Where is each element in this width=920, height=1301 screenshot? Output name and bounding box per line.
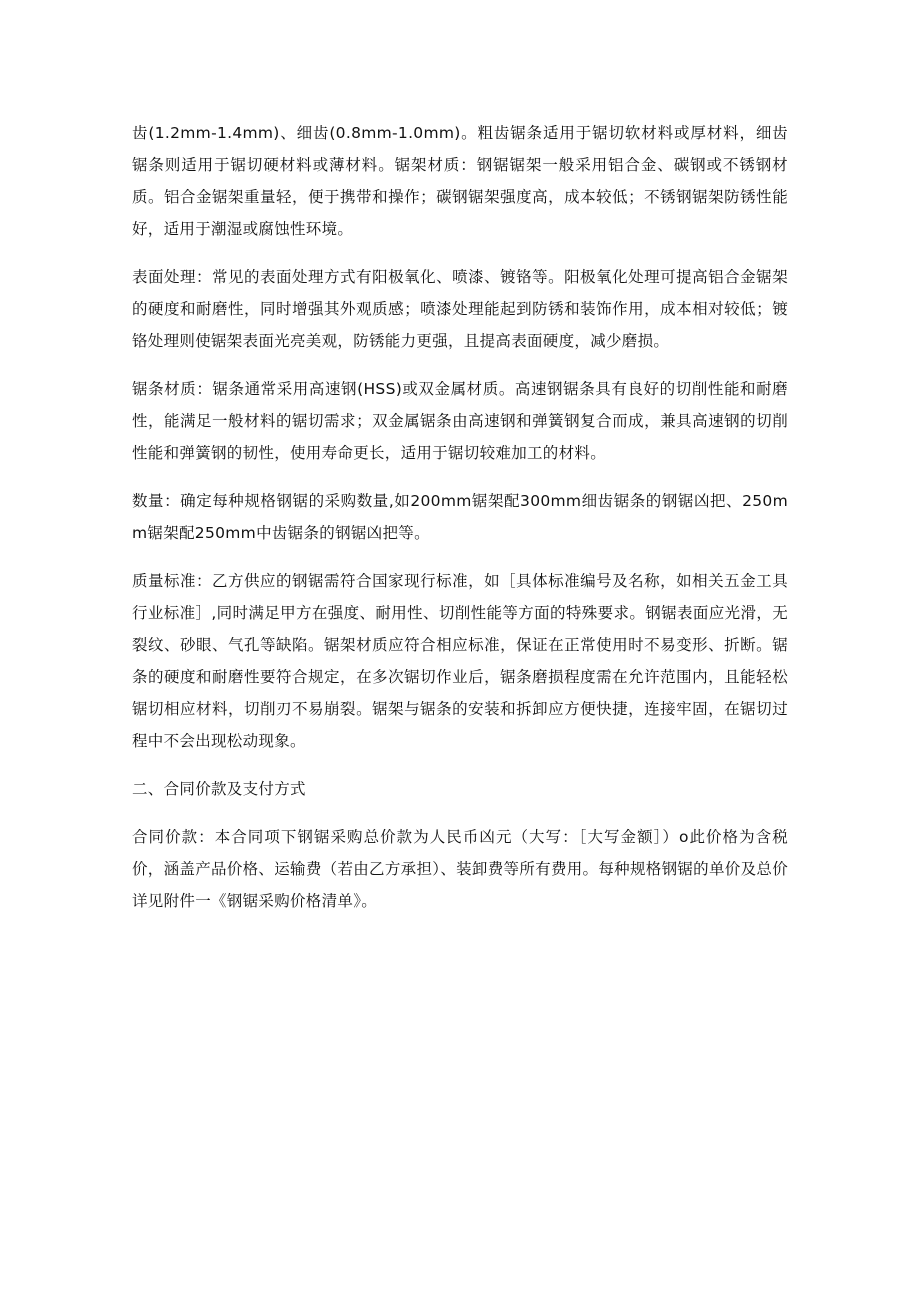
document-body: [132, 117, 788, 933]
section-heading-contract-price-payment: 二、合同价款及支付方式: [132, 780, 306, 798]
paragraph-quality-standard: 质量标准：乙方供应的钢锯需符合国家现行标准，如［具体标准编号及名称，如相关五金工具行业标准］,同时满足甲方在强度、耐用性、切削性能等方面的特殊要求。钢锯表面应光滑，无裂纹、砂眼、气孔等缺陷。锯架材质应符合相应标准，保证在正常使用时不易变形、折断。锯条的硬度和耐磨性要符合规定，在多次锯切作业后，锯条磨损程度需在允许范围内，且能轻松锯切相应材料，切削刃不易崩裂。锯架与锯条的安装和拆卸应方便快捷，连接牢固，在锯切过程中不会出现松动现象。: [132, 572, 788, 750]
paragraph-contract-price: 合同价款：本合同项下钢锯采购总价款为人民币凶元（大写：［大写金额］）o此价格为含税价，涵盖产品价格、运输费（若由乙方承担）、装卸费等所有费用。每种规格钢锯的单价及总价详见附件一《钢锯采购价格清单》。: [132, 828, 788, 910]
paragraph-surface-treatment: 表面处理：常见的表面处理方式有阳极氧化、喷漆、镀铬等。阳极氧化处理可提高铝合金锯架的硬度和耐磨性，同时增强其外观质感；喷漆处理能起到防锈和装饰作用，成本相对较低；镀铬处理则使锯架表面光亮美观，防锈能力更强，且提高表面硬度，减少磨损。: [132, 268, 788, 350]
paragraph-saw-blade-teeth-frame: 齿(1.2mm-1.4mm)、细齿(0.8mm-1.0mm)。粗齿锯条适用于锯切软材料或厚材料，细齿锯条则适用于锯切硬材料或薄材料。锯架材质：钢锯锯架一般采用铝合金、碳钢或不锈钢材质。铝合金锯架重量轻，便于携带和操作；碳钢锯架强度高，成本较低；不锈钢锯架防锈性能好，适用于潮湿或腐蚀性环境。: [132, 124, 788, 238]
paragraph-blade-material: 锯条材质：锯条通常采用高速钢(HSS)或双金属材质。高速钢锯条具有良好的切削性能和耐磨性，能满足一般材料的锯切需求；双金属锯条由高速钢和弹簧钢复合而成，兼具高速钢的切削性能和弹簧钢的韧性，使用寿命更长，适用于锯切较难加工的材料。: [132, 380, 788, 462]
paragraph-quantity: 数量：确定每种规格钢锯的采购数量,如200mm锯架配300mm细齿锯条的钢锯凶把、250mm锯架配250mm中齿锯条的钢锯凶把等。: [132, 492, 788, 542]
